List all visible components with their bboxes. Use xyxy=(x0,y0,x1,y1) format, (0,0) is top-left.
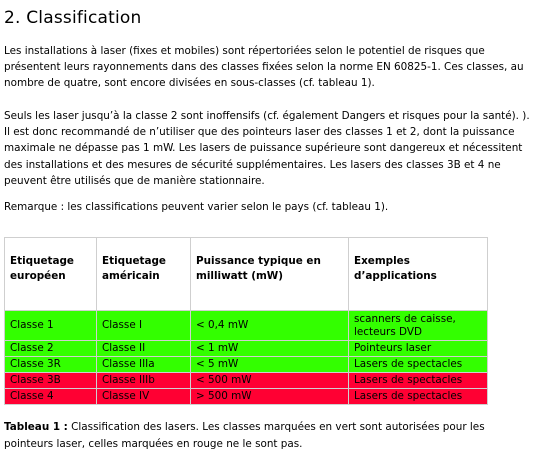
cell-power: > 500 mW xyxy=(191,389,349,405)
cell-power: < 0,4 mW xyxy=(191,311,349,341)
cell-applications: Pointeurs laser xyxy=(349,341,488,357)
header-european-label: Etiquetage européen xyxy=(5,238,97,311)
cell-power: < 5 mW xyxy=(191,357,349,373)
cell-american-class: Classe II xyxy=(97,341,191,357)
safety-paragraph: Seuls les laser jusqu’à la classe 2 sont inoffensifs (cf. également Dangers et risques pour la santé). ). Il est donc recommandé de n’utiliser que des pointeurs laser des classes 1 et 2, dont la puissance maximale ne dépasse pas 1 mW. Les lasers de puissance supérieure sont dangereux et nécessitent des installations et des mesures de sécurité supplémentaires. Les lasers des classes 3B et 4 ne peuvent être utilisés que de manière stationnaire. xyxy=(4,110,530,187)
caption-label: Tableau 1 : xyxy=(4,421,68,433)
cell-american-class: Classe IIIb xyxy=(97,373,191,389)
cell-european-class: Classe 2 xyxy=(5,341,97,357)
table-row xyxy=(5,373,488,389)
table-header-row xyxy=(5,238,488,311)
table-row xyxy=(5,341,488,357)
cell-power: < 1 mW xyxy=(191,341,349,357)
cell-american-class: Classe I xyxy=(97,311,191,341)
caption-text: Classification des lasers. Les classes marquées en vert sont autorisées pour les pointeurs laser, celles marquées en rouge ne le sont pas. xyxy=(4,421,485,450)
header-american-label: Etiquetage américain xyxy=(97,238,191,311)
cell-applications: scanners de caisse, lecteurs DVD xyxy=(349,311,488,341)
table-row xyxy=(5,389,488,405)
cell-european-class: Classe 1 xyxy=(5,311,97,341)
cell-european-class: Classe 3R xyxy=(5,357,97,373)
header-applications: Exemples d’applications xyxy=(349,238,488,311)
header-power: Puissance typique en milliwatt (mW) xyxy=(191,238,349,311)
cell-american-class: Classe IIIa xyxy=(97,357,191,373)
cell-applications: Lasers de spectacles xyxy=(349,389,488,405)
intro-paragraph: Les installations à laser (fixes et mobiles) sont répertoriées selon le potentiel de risques que présentent leurs rayonnements dans des classes fixées selon la norme EN 60825-1. Ces classes, au nombre de quatre, sont encore divisées en sous-classes (cf. tableau 1). xyxy=(4,45,524,90)
cell-power: < 500 mW xyxy=(191,373,349,389)
table-row xyxy=(5,311,488,341)
section-title: 2. Classification xyxy=(4,8,142,28)
remark-paragraph: Remarque : les classifications peuvent varier selon le pays (cf. tableau 1). xyxy=(4,201,389,213)
table-row xyxy=(5,357,488,373)
cell-american-class: Classe IV xyxy=(97,389,191,405)
cell-european-class: Classe 4 xyxy=(5,389,97,405)
laser-classification-table xyxy=(4,237,488,405)
cell-applications: Lasers de spectacles xyxy=(349,357,488,373)
table-caption xyxy=(4,419,532,452)
cell-applications: Lasers de spectacles xyxy=(349,373,488,389)
cell-european-class: Classe 3B xyxy=(5,373,97,389)
